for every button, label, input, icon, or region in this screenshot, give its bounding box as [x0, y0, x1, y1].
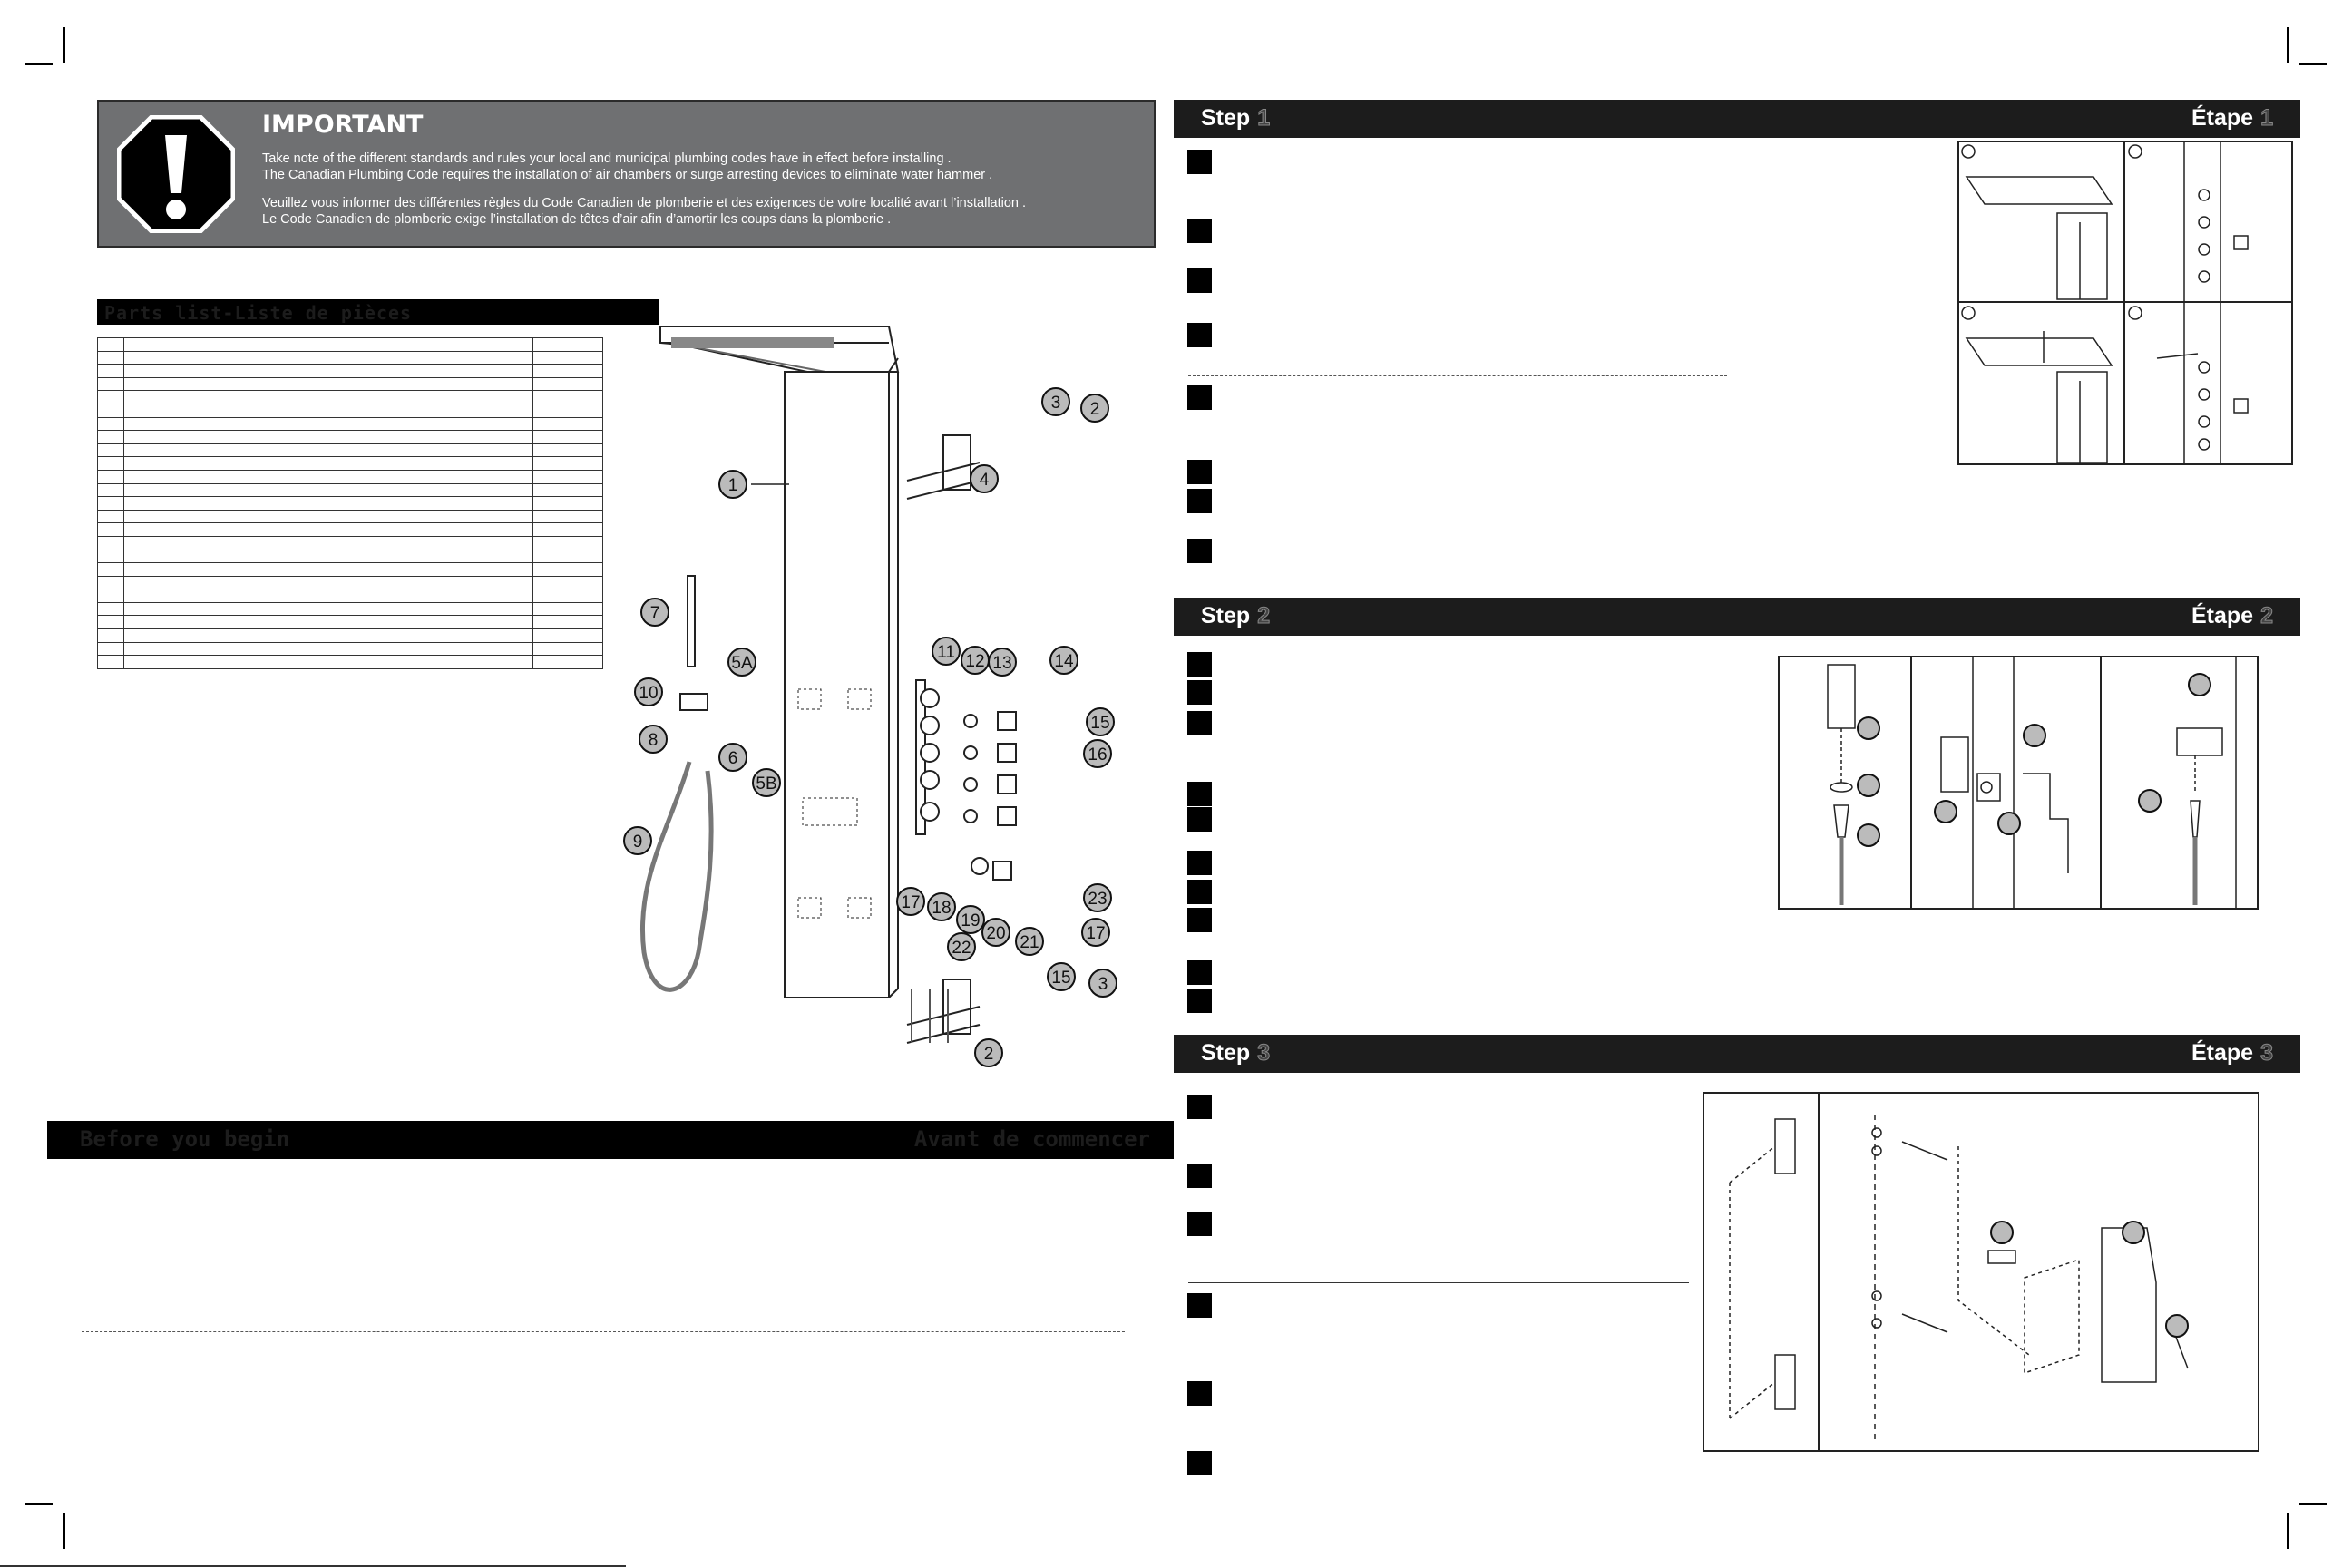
table-cell	[98, 523, 124, 537]
step-1-illustration	[1957, 141, 2293, 465]
callout-label: 3	[1098, 975, 1108, 994]
callout-label: 21	[1020, 933, 1039, 952]
important-line-3: Veuillez vous informer des différentes règles du Code Canadien de plomberie et des exigences de votre localité avant l’installation .	[262, 196, 1027, 210]
bullet	[1187, 880, 1212, 904]
table-cell	[532, 431, 602, 444]
callout-label: 10	[639, 684, 659, 703]
table-cell	[327, 602, 532, 616]
important-notice	[97, 100, 1156, 248]
divider	[82, 1331, 1125, 1332]
table-cell	[98, 391, 124, 404]
parts-table	[97, 337, 603, 669]
step-1-label-fr: Étape 1	[2191, 105, 2273, 131]
table-cell	[123, 629, 327, 643]
table-row	[98, 497, 603, 511]
table-cell	[98, 563, 124, 577]
callout-label: 11	[937, 643, 955, 662]
table-cell	[123, 589, 327, 603]
bullet	[1187, 1212, 1212, 1236]
table-cell	[327, 443, 532, 457]
table-cell	[123, 351, 327, 365]
table-cell	[98, 417, 124, 431]
callout-label: 14	[1054, 652, 1074, 671]
important-line-2: The Canadian Plumbing Code requires the installation of air chambers or surge arresting devices to eliminate water hammer .	[262, 168, 993, 182]
table-cell	[532, 616, 602, 629]
bullet	[1187, 1293, 1212, 1318]
table-cell	[98, 377, 124, 391]
table-row	[98, 589, 603, 603]
table-cell	[327, 589, 532, 603]
bullet	[1187, 1164, 1212, 1188]
table-cell	[98, 457, 124, 471]
callout-label: 6	[727, 749, 738, 768]
table-cell	[532, 377, 602, 391]
table-row	[98, 470, 603, 483]
table-cell	[327, 338, 532, 352]
table-cell	[532, 470, 602, 483]
table-cell	[98, 656, 124, 669]
table-row	[98, 656, 603, 669]
table-row	[98, 642, 603, 656]
crop-mark	[63, 1513, 65, 1549]
table-cell	[123, 391, 327, 404]
table-cell	[327, 656, 532, 669]
callout-label: 9	[632, 833, 643, 852]
table-cell	[98, 338, 124, 352]
table-cell	[98, 536, 124, 550]
table-cell	[123, 616, 327, 629]
table-cell	[532, 563, 602, 577]
table-cell	[98, 510, 124, 523]
table-row	[98, 431, 603, 444]
table-row	[98, 629, 603, 643]
table-cell	[532, 351, 602, 365]
step-1-label: Step 1	[1201, 105, 1271, 131]
table-row	[98, 338, 603, 352]
bullet	[1187, 782, 1212, 806]
table-cell	[327, 523, 532, 537]
callout-label: 3	[1050, 394, 1061, 413]
table-cell	[98, 497, 124, 511]
table-row	[98, 391, 603, 404]
callout-label: 17	[901, 893, 921, 912]
crop-mark	[2299, 1503, 2327, 1505]
bullet	[1187, 539, 1212, 563]
table-cell	[327, 457, 532, 471]
step-3-header	[1174, 1035, 2300, 1073]
crop-mark	[63, 27, 65, 63]
table-cell	[532, 391, 602, 404]
divider	[1188, 375, 1727, 376]
bullet	[1187, 680, 1212, 705]
bullet	[1187, 1451, 1212, 1475]
table-cell	[327, 417, 532, 431]
crop-mark	[2287, 27, 2289, 63]
table-cell	[327, 431, 532, 444]
callout-label: 1	[727, 476, 738, 495]
table-cell	[532, 576, 602, 589]
table-cell	[532, 483, 602, 497]
table-cell	[98, 483, 124, 497]
table-row	[98, 576, 603, 589]
callout-label: 2	[1089, 400, 1100, 419]
important-line-4: Le Code Canadien de plomberie exige l’installation de têtes d’air afin d’amortir les coups dans la plomberie .	[262, 212, 892, 227]
crop-mark	[2287, 1513, 2289, 1549]
before-you-begin-header	[47, 1121, 1174, 1159]
table-cell	[123, 483, 327, 497]
table-row	[98, 351, 603, 365]
important-title: IMPORTANT	[262, 111, 424, 139]
table-cell	[327, 510, 532, 523]
parts-list-header	[97, 299, 659, 325]
before-title-en: Before you begin	[80, 1126, 290, 1152]
callout-label: 22	[952, 939, 971, 958]
table-cell	[98, 470, 124, 483]
table-cell	[98, 602, 124, 616]
table-cell	[123, 602, 327, 616]
table-cell	[532, 497, 602, 511]
callout-label: 8	[648, 731, 659, 750]
bullet	[1187, 652, 1212, 677]
table-cell	[123, 642, 327, 656]
table-cell	[327, 377, 532, 391]
table-cell	[532, 629, 602, 643]
callout-label: 5B	[756, 774, 777, 794]
bullet	[1187, 711, 1212, 735]
table-row	[98, 563, 603, 577]
table-cell	[98, 629, 124, 643]
callout-label: 12	[965, 652, 985, 671]
parts-list-title: Parts list-Liste de pièces	[104, 302, 413, 324]
table-cell	[123, 576, 327, 589]
table-cell	[532, 589, 602, 603]
divider	[1188, 1282, 1689, 1283]
table-cell	[123, 404, 327, 417]
bullet	[1187, 268, 1212, 293]
table-cell	[123, 550, 327, 563]
table-cell	[532, 550, 602, 563]
table-cell	[123, 536, 327, 550]
table-cell	[327, 642, 532, 656]
bullet	[1187, 807, 1212, 832]
table-cell	[327, 616, 532, 629]
table-row	[98, 365, 603, 378]
table-cell	[123, 377, 327, 391]
table-cell	[327, 483, 532, 497]
callout-label: 5A	[731, 654, 753, 673]
table-cell	[98, 616, 124, 629]
table-cell	[327, 351, 532, 365]
table-cell	[98, 550, 124, 563]
table-row	[98, 404, 603, 417]
exploded-diagram	[617, 317, 1143, 1097]
table-cell	[123, 470, 327, 483]
callout-label: 19	[961, 911, 981, 930]
table-cell	[327, 470, 532, 483]
exclamation-stop-icon	[117, 115, 235, 233]
table-row	[98, 550, 603, 563]
table-cell	[98, 576, 124, 589]
table-cell	[98, 443, 124, 457]
callout-label: 20	[986, 924, 1006, 943]
table-cell	[123, 338, 327, 352]
table-cell	[98, 642, 124, 656]
table-row	[98, 536, 603, 550]
table-row	[98, 602, 603, 616]
table-cell	[327, 536, 532, 550]
step-2-label: Step 2	[1201, 603, 1271, 628]
table-cell	[327, 550, 532, 563]
table-cell	[532, 510, 602, 523]
table-cell	[98, 431, 124, 444]
table-row	[98, 483, 603, 497]
table-cell	[532, 338, 602, 352]
table-row	[98, 417, 603, 431]
table-cell	[532, 656, 602, 669]
table-cell	[123, 563, 327, 577]
callout-label: 16	[1088, 745, 1108, 765]
callout-label: 15	[1051, 969, 1071, 988]
table-cell	[532, 642, 602, 656]
callout-label: 2	[983, 1045, 994, 1064]
bullet	[1187, 385, 1212, 410]
table-cell	[123, 431, 327, 444]
crop-mark	[25, 1503, 53, 1505]
callout-label: 13	[992, 654, 1012, 673]
table-cell	[327, 404, 532, 417]
table-cell	[327, 497, 532, 511]
table-cell	[123, 510, 327, 523]
crop-mark	[2299, 63, 2327, 65]
table-cell	[532, 523, 602, 537]
bullet	[1187, 150, 1212, 174]
bullet	[1187, 489, 1212, 513]
table-cell	[123, 365, 327, 378]
crop-mark	[25, 63, 53, 65]
step-2-illustration	[1778, 656, 2259, 910]
table-row	[98, 443, 603, 457]
step-3-illustration	[1703, 1092, 2259, 1452]
table-cell	[327, 629, 532, 643]
table-cell	[327, 365, 532, 378]
bullet	[1187, 1095, 1212, 1119]
table-cell	[532, 602, 602, 616]
table-row	[98, 377, 603, 391]
callout-label: 4	[979, 471, 990, 490]
callout-label: 23	[1088, 890, 1108, 909]
table-cell	[532, 404, 602, 417]
step-2-header	[1174, 598, 2300, 636]
step-3-label: Step 3	[1201, 1040, 1271, 1066]
important-line-1: Take note of the different standards and rules your local and municipal plumbing codes have in effect before installing .	[262, 151, 952, 166]
bottom-rule	[0, 1565, 626, 1567]
table-cell	[532, 457, 602, 471]
bullet	[1187, 219, 1212, 243]
table-cell	[98, 404, 124, 417]
bullet	[1187, 460, 1212, 484]
before-title-fr: Avant de commencer	[913, 1126, 1150, 1152]
step-3-label-fr: Étape 3	[2191, 1040, 2273, 1066]
table-row	[98, 457, 603, 471]
table-row	[98, 616, 603, 629]
table-cell	[532, 365, 602, 378]
bullet	[1187, 1381, 1212, 1406]
table-cell	[532, 536, 602, 550]
callout-label: 17	[1086, 924, 1106, 943]
table-cell	[327, 391, 532, 404]
bullet	[1187, 323, 1212, 347]
table-cell	[98, 589, 124, 603]
table-cell	[123, 457, 327, 471]
table-row	[98, 523, 603, 537]
table-cell	[123, 656, 327, 669]
bullet	[1187, 908, 1212, 932]
step-2-label-fr: Étape 2	[2191, 603, 2273, 628]
table-cell	[327, 563, 532, 577]
callout-label: 7	[649, 604, 660, 623]
table-cell	[123, 497, 327, 511]
callout-label: 15	[1090, 714, 1110, 733]
bullet	[1187, 960, 1212, 985]
step-1-header	[1174, 100, 2300, 138]
table-cell	[98, 351, 124, 365]
table-cell	[123, 417, 327, 431]
callout-label: 18	[932, 899, 952, 918]
table-cell	[123, 443, 327, 457]
bullet	[1187, 851, 1212, 875]
table-cell	[98, 365, 124, 378]
table-cell	[532, 417, 602, 431]
bullet	[1187, 989, 1212, 1013]
table-cell	[123, 523, 327, 537]
table-row	[98, 510, 603, 523]
table-cell	[532, 443, 602, 457]
table-cell	[327, 576, 532, 589]
